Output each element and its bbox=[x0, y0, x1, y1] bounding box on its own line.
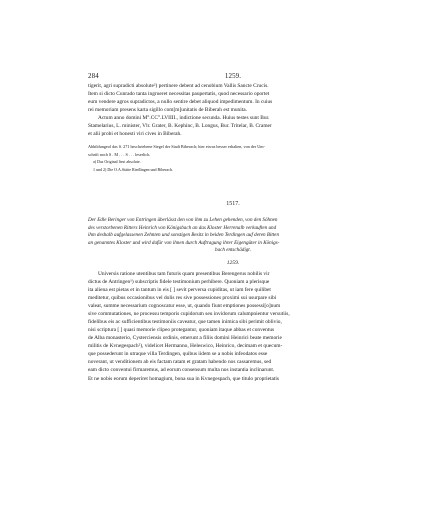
text-line: eam dicto conventui firmaremus, ad eorum consensum multa nos instantia inclinarunt. bbox=[88, 367, 275, 374]
text-line: meditetur, quibus occasionibus vel dolis res sive possessiones proximi sui usurpare sibi bbox=[88, 295, 277, 302]
document-date: 1259. bbox=[226, 259, 240, 266]
running-year: 1259. bbox=[224, 72, 242, 80]
abstract-line: des verstorbenen Ritters Heinrich von Königsbach an das Kloster Herrenalb verkauften und bbox=[88, 224, 277, 231]
text-line: tigerit, agri supradicti absolute²) pertinere debent ad cenobium Vallis Sancte Crucis. bbox=[88, 83, 269, 89]
charter-text bbox=[88, 270, 378, 383]
text-line: eum vendere agros supradictos, a nullo sentire debet aliquod impedimentum. In cuius bbox=[88, 99, 273, 106]
text-line: nisi scriptura [ ] quasi memorie clipeo protegantur, quoniam itaque abbas et conventus bbox=[88, 327, 275, 334]
text-line: Et ne nobis eorum deperiret homagium, bona sua in Kvnegespach, que titulo proprietatis bbox=[88, 375, 280, 382]
footnotes bbox=[88, 143, 378, 173]
abstract-line: bach entschädigt. bbox=[215, 247, 251, 254]
abstract-line: ihm deshalb aufgelassenen Zehnten und sonstigen Besitz in beiden Terdingen auf deren Bitten bbox=[88, 232, 279, 239]
text-line: Stamelarius, L. minister, Vlr. Grater, B. Kephinc, B. Longus, Bur. Tritelar, B. Cramer bbox=[88, 123, 272, 130]
text-line: fidelibus eis ac sufficientibus testimoniis caveatur, que tamen inimica sibi perimit oblivio, bbox=[88, 319, 282, 326]
text-line: Actum anno domini M°.CC°.LVIIII., indictione secunda. Huius testes sunt Bur. bbox=[98, 115, 270, 122]
text-line: de Alba monasterio, Cysterciensis ordinis, emerunt a filiis domini Heinrici beate memorie bbox=[88, 335, 282, 342]
abstract-line: Der Edle Beringer von Entringen überlässt den von ihm zu Lehen gehenden, von den Söhnen bbox=[88, 216, 278, 223]
page-number: 284 bbox=[88, 72, 99, 80]
text-line: rei memoriam presens karta sigillo com[m]unitatis de Biberah est munita. bbox=[88, 107, 247, 114]
text-line: ita aliena est pietas et in tantum in eis [ ] sevit perversa cupiditas, ut iam fere quilibet bbox=[88, 287, 271, 294]
abstract-line: an genanntes Kloster und wird dafür von ihnen durch Auftragung ihrer Eigengüter in Königs- bbox=[88, 239, 280, 246]
text-line: sive commutationes, ne processu temporis cupidorum seu invidorum calumpnientur versutiis, bbox=[88, 311, 290, 318]
text-line: que possederunt in utraque villa Terdingen, quibus iidem se a nobis infeodatos esse bbox=[88, 351, 268, 358]
text-line: militis de Kvnegespach²), videlicet Hermanno, Heleswico, Heinrico, decimam et quecum- bbox=[88, 343, 283, 350]
footnote: a) Das Original liest absolute. bbox=[93, 159, 141, 165]
text-line: Universis ratione utentibus tam futuris quam presentibus Berengerus nobilis vir bbox=[98, 270, 270, 277]
seal-note: schrift noch S . M . . . S . . . leserlich. bbox=[88, 151, 151, 157]
text-line: et alii probi et honesti viri cives in Biberah. bbox=[88, 131, 182, 138]
page-content bbox=[88, 72, 378, 383]
text-line: Item si dicto Cunrado tanta ingrueret necessitas paupertatis, quod necessario oportet bbox=[88, 91, 270, 98]
text-line: valeat, summe necessarium cognoscatur esse, ut, quando fiunt emptiones possessi[o]num bbox=[88, 303, 281, 310]
running-head bbox=[88, 72, 378, 82]
text-line: noverant, ut venditionem ab eis factam ratam et gratam habendo nos cassaremus, sed bbox=[88, 359, 272, 366]
footnote: 1 und 2) Die O.A.Stätte Riedlingen und Biberach. bbox=[93, 166, 173, 172]
text-line: dictus de Antringen¹) subscriptis fidele testimonium perhibere. Quoniam a plerisque bbox=[88, 278, 270, 285]
document-abstract bbox=[88, 217, 378, 255]
charter-text-continued bbox=[88, 82, 378, 138]
document-number: 1517. bbox=[226, 200, 240, 207]
seal-note: Abbildungeol das S. 271 beschriebene Siegel der Stadt Biberach; hier etwas besser erhalten, von der Um- bbox=[88, 144, 265, 150]
